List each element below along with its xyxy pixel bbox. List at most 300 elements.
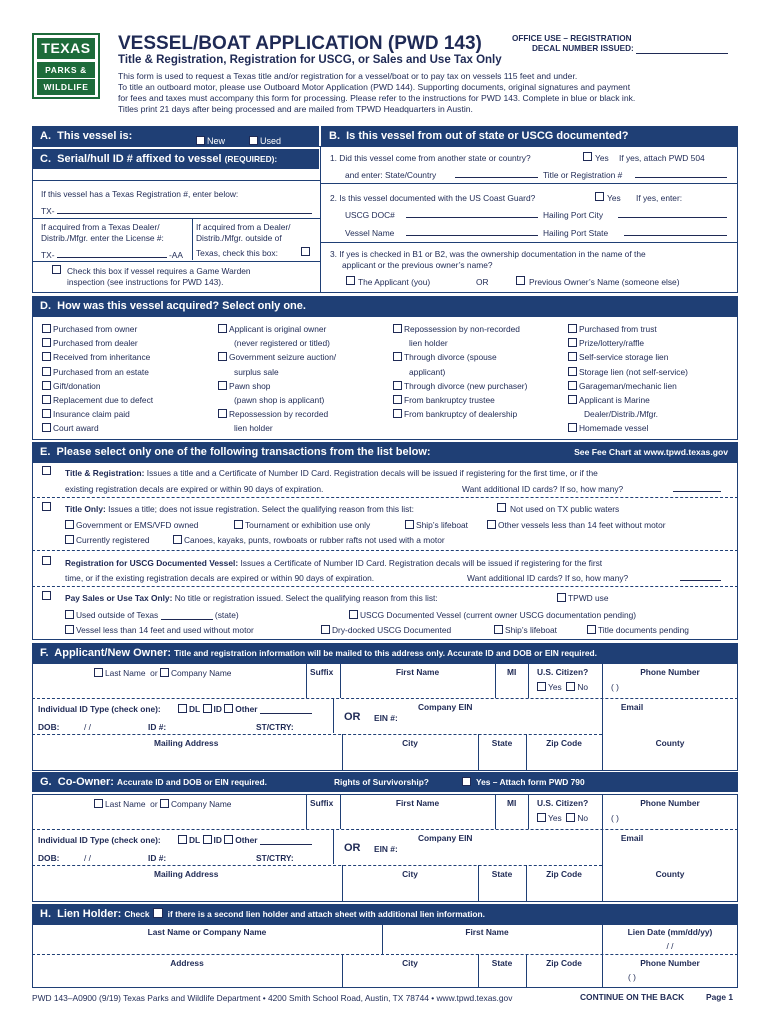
office-use — [512, 34, 728, 54]
acquisition-option[interactable] — [568, 324, 657, 334]
uscg-pending-label: USCG Documented Vessel (current owner USCG documentation pending) — [360, 610, 637, 620]
mailing-label: Mailing Address — [154, 738, 219, 748]
acquisition-option[interactable] — [42, 338, 138, 348]
uscg-registration-checkbox[interactable] — [42, 556, 51, 565]
b1-instruction: If yes, attach PWD 504 — [619, 153, 705, 163]
reg-instruction: If this vessel has a Texas Registration #, enter below: — [41, 189, 239, 199]
section-b-letter: B. — [329, 130, 340, 142]
fee-chart-note: See Fee Chart at www.tpwd.texas.gov — [574, 447, 728, 457]
acquisition-label: applicant) — [409, 366, 446, 377]
acquisition-option — [218, 367, 279, 377]
gov-owned-label: Government or EMS/VFD owned — [76, 520, 199, 530]
acquisition-checkbox[interactable] — [568, 324, 577, 333]
acquisition-label: Garageman/mechanic lien — [579, 380, 677, 391]
acquisition-option — [393, 367, 445, 377]
acquisition-option[interactable] — [393, 352, 497, 362]
company-ein-label: Company EIN — [418, 833, 473, 843]
applicant-label: The Applicant (you) — [358, 277, 431, 287]
zip-label: Zip Code — [546, 738, 582, 748]
t1-desc2: existing registration decals are expired or within 90 days of expiration. — [65, 484, 324, 494]
other-label: Other — [235, 835, 258, 845]
lien-phone-label: Phone Number — [640, 958, 700, 968]
acquisition-checkbox[interactable] — [568, 367, 577, 376]
lien-note: if there is a second lien holder and attach sheet with additional lien information. — [167, 909, 485, 919]
id-label: ID — [213, 835, 222, 845]
city-label: City — [402, 738, 418, 748]
tax-only-label: Pay Sales or Use Tax Only: — [65, 593, 173, 603]
citizen-yes-checkbox[interactable] — [537, 682, 546, 691]
acquisition-option[interactable] — [568, 352, 668, 362]
acquisition-label: Homemade vessel — [579, 423, 649, 434]
outside-state-field[interactable] — [161, 611, 213, 620]
lien-date-label: Lien Date (mm/dd/yy) — [627, 927, 713, 937]
acquisition-checkbox[interactable] — [42, 352, 51, 361]
section-e-title: Please select only one of the following transactions from the list below: — [56, 446, 431, 458]
dob-field[interactable]: / / — [84, 722, 91, 732]
state-label: State — [491, 869, 513, 879]
section-d-box — [32, 316, 738, 440]
acquisition-label: From bankruptcy of dealership — [404, 409, 518, 420]
acquisition-option[interactable] — [42, 395, 153, 405]
acquisition-label: Applicant is original owner — [229, 324, 327, 334]
new-label: New — [207, 136, 226, 146]
company-label: Company Name — [170, 668, 232, 678]
citizen-no-checkbox[interactable] — [566, 682, 575, 691]
currently-registered-checkbox[interactable] — [65, 535, 74, 544]
acquisition-label: Purchased from owner — [53, 324, 138, 334]
acquisition-option — [218, 395, 324, 405]
intro-line: This form is used to request a Texas title and/or registration for a vessel/boat or to pay tax on vessels 115 feet and under. — [118, 71, 578, 81]
dl-label: DL — [189, 704, 201, 714]
other-checkbox[interactable] — [224, 704, 233, 713]
citizen-label: U.S. Citizen? — [537, 667, 589, 677]
id-label: ID — [213, 704, 222, 714]
suffix-label: Suffix — [310, 798, 334, 808]
currently-registered-label: Currently registered — [76, 535, 150, 545]
acquisition-label: Through divorce (spouse — [404, 352, 497, 363]
acquisition-option[interactable] — [393, 395, 495, 405]
section-c-title: Serial/hull ID # affixed to vessel — [57, 153, 222, 165]
title-only-checkbox[interactable] — [42, 502, 51, 511]
section-f-letter: F. — [40, 647, 49, 659]
citizen-yes-label: Yes — [548, 682, 562, 692]
ship-lifeboat-label: Ship’s lifeboat — [505, 625, 557, 635]
first-name-label: First Name — [395, 798, 440, 808]
last-name-checkbox[interactable] — [94, 799, 103, 808]
uscg-doc-label: USCG DOC# — [345, 210, 395, 220]
used-label: Used — [260, 136, 282, 146]
acquisition-checkbox[interactable] — [42, 381, 51, 390]
citizen-no-label: No — [577, 682, 589, 692]
acquisition-label: Gift/donation — [53, 380, 101, 391]
state-country-field[interactable] — [455, 169, 538, 178]
citizen-label: U.S. Citizen? — [537, 798, 589, 808]
section-d-title: How was this vessel acquired? Select only one. — [57, 300, 306, 312]
acquisition-option[interactable] — [218, 324, 326, 334]
acquisition-checkbox[interactable] — [393, 352, 402, 361]
acquisition-checkbox[interactable] — [568, 338, 577, 347]
warden-text-2: inspection (see instructions for PWD 143). — [67, 277, 224, 287]
section-a-title: This vessel is: — [57, 130, 133, 142]
lien-address-label: Address — [170, 958, 204, 968]
section-a-header — [32, 126, 319, 146]
used-outside-tx-checkbox[interactable] — [65, 610, 74, 619]
id-type-label: Individual ID Type (check one): — [38, 704, 161, 714]
city-label: City — [402, 869, 418, 879]
acquisition-option[interactable] — [393, 381, 527, 391]
acquisition-option[interactable] — [393, 324, 520, 334]
company-label: Company Name — [170, 799, 232, 809]
intro-line: Titles print 21 days after being processed and are mailed from TPWD Headquarters in Austin. — [118, 104, 473, 114]
title-reg-label: Title or Registration # — [543, 170, 623, 180]
title-pending-checkbox[interactable] — [587, 625, 596, 634]
section-d-header — [32, 296, 738, 316]
email-label: Email — [620, 702, 644, 712]
t3-idcards: Want additional ID cards? If so, how many? — [467, 573, 629, 583]
dob-label: DOB: — [38, 722, 60, 732]
survivorship-yes-label: Yes – Attach form PWD 790 — [476, 777, 585, 787]
dob-field[interactable]: / / — [84, 853, 91, 863]
vessel-name-label: Vessel Name — [345, 228, 395, 238]
acquisition-checkbox[interactable] — [218, 409, 227, 418]
tournament-label: Tournament or exhibition use only — [245, 520, 371, 530]
uscg-doc-field[interactable] — [406, 209, 538, 218]
t1-desc: Issues a title and a Certificate of Number ID Card. Registration decals will be issued if registering for the first time, or if the — [146, 468, 598, 478]
or-label: or — [150, 668, 158, 678]
citizen-yes-label: Yes — [548, 813, 562, 823]
acquisition-checkbox[interactable] — [393, 409, 402, 418]
hailing-state-label: Hailing Port State — [543, 228, 609, 238]
company-checkbox[interactable] — [160, 799, 169, 808]
outside-dealer-checkbox[interactable] — [301, 247, 310, 256]
other-checkbox[interactable] — [224, 835, 233, 844]
acquisition-option[interactable] — [568, 367, 688, 377]
email-label: Email — [620, 833, 644, 843]
form-title: VESSEL/BOAT APPLICATION (PWD 143) — [118, 33, 482, 54]
t3-desc2: time, or if the existing registration decals are expired or within 90 days of expiration. — [65, 573, 375, 583]
last-name-label: Last Name — [105, 668, 146, 678]
acquisition-checkbox[interactable] — [42, 367, 51, 376]
phone-field[interactable]: ( ) — [611, 682, 619, 692]
acquisition-checkbox[interactable] — [393, 395, 402, 404]
title-reg-field[interactable] — [635, 169, 727, 178]
id-number-label: ID #: — [148, 722, 167, 732]
acquisition-option — [393, 338, 448, 348]
logo-line1: TEXAS — [37, 38, 95, 59]
decal-number-field[interactable] — [636, 45, 728, 54]
lien-phone-field[interactable]: ( ) — [628, 972, 636, 982]
section-h-header — [32, 904, 738, 924]
b2-instruction: If yes, enter: — [636, 193, 683, 203]
section-b-header — [321, 126, 738, 146]
acquisition-checkbox[interactable] — [42, 409, 51, 418]
b2-yes-checkbox[interactable] — [595, 192, 604, 201]
new-checkbox[interactable] — [196, 136, 205, 145]
outside-dealer-3: Texas, check this box: — [196, 248, 278, 258]
acquisition-option[interactable] — [42, 324, 137, 334]
acquisition-checkbox[interactable] — [42, 324, 51, 333]
first-name-label: First Name — [395, 667, 440, 677]
mi-label: MI — [507, 667, 517, 677]
acquisition-label: Received from inheritance — [53, 352, 151, 363]
acquisition-label: Pawn shop — [229, 380, 271, 391]
b2-yes-label: Yes — [607, 193, 621, 203]
uscg-pending-checkbox[interactable] — [349, 610, 358, 619]
acquisition-checkbox[interactable] — [568, 423, 577, 432]
t3-idcards-field[interactable] — [680, 572, 721, 581]
acquisition-option[interactable] — [568, 381, 677, 391]
lifeboat-checkbox[interactable] — [405, 520, 414, 529]
state-paren-label: (state) — [214, 610, 239, 620]
acquisition-label: Court award — [53, 423, 99, 434]
acquisition-label: Applicant is Marine — [579, 395, 650, 405]
vessel-name-field[interactable] — [406, 227, 538, 236]
acquisition-option[interactable] — [568, 338, 644, 348]
ein-label: EIN #: — [374, 713, 398, 723]
license-prefix: TX- — [41, 250, 55, 260]
section-g-title: Co-Owner: — [57, 776, 114, 788]
warden-checkbox[interactable] — [52, 265, 61, 274]
acquisition-checkbox[interactable] — [393, 381, 402, 390]
mailing-label: Mailing Address — [154, 869, 219, 879]
intro-text — [118, 71, 738, 115]
citizen-no-checkbox[interactable] — [566, 813, 575, 822]
t4-desc: No title or registration issued. Select the qualifying reason from this list: — [174, 593, 438, 603]
b-question-1: 1. Did this vessel come from another state or country? — [330, 153, 531, 163]
b-question-3b: applicant or the previous owner’s name? — [342, 260, 493, 270]
dealer-instruction-1: If acquired from a Texas Dealer/ — [41, 222, 160, 232]
dry-docked-label: Dry-docked USCG Documented — [332, 625, 452, 635]
dry-docked-checkbox[interactable] — [321, 625, 330, 634]
lien-check-label: Check — [124, 909, 150, 919]
acquisition-label: Government seizure auction/ — [229, 352, 337, 363]
other-vessels-label: Other vessels less than 14 feet without motor — [498, 520, 666, 530]
t1-idcards-field[interactable] — [673, 483, 721, 492]
section-e-header — [32, 442, 738, 462]
license-suffix: -AA — [169, 250, 183, 260]
tx-prefix: TX- — [41, 206, 55, 216]
b-question-2: 2. Is this vessel documented with the US Coast Guard? — [330, 193, 536, 203]
not-used-tx-checkbox[interactable] — [497, 503, 506, 512]
section-b-title: Is this vessel from out of state or USCG documented? — [346, 130, 629, 142]
second-lien-checkbox[interactable] — [153, 908, 163, 918]
other-label: Other — [235, 704, 258, 714]
state-country-label: and enter: State/Country — [345, 170, 437, 180]
acquisition-label: (never registered or titled) — [234, 338, 330, 349]
acquisition-label: surplus sale — [234, 366, 279, 377]
acquisition-option[interactable] — [568, 423, 648, 433]
section-d-letter: D. — [40, 300, 51, 312]
acquisition-checkbox[interactable] — [568, 395, 577, 404]
lien-date-field[interactable]: / / — [666, 941, 674, 951]
title-registration-checkbox[interactable] — [42, 466, 51, 475]
office-line2: DECAL NUMBER ISSUED: — [532, 43, 634, 53]
section-c-letter: C. — [40, 153, 51, 165]
or-divider: OR — [344, 711, 361, 723]
acquisition-checkbox[interactable] — [42, 423, 51, 432]
vessel-lt14-label: Vessel less than 14 feet and used without motor — [76, 625, 254, 635]
suffix-label: Suffix — [310, 667, 334, 677]
t3-desc: Issues a Certificate of Number ID Card. Registration decals will be issued if registering for the first — [240, 558, 603, 568]
citizen-no-label: No — [577, 813, 589, 823]
section-g-note: Accurate ID and DOB or EIN required. — [117, 777, 267, 787]
citizen-yes-checkbox[interactable] — [537, 813, 546, 822]
or-divider: OR — [344, 842, 361, 854]
acquisition-checkbox[interactable] — [42, 395, 51, 404]
intro-line: for fees and taxes must accompany this form for processing. Please refer to the instructions for PWD 143. Complete in blue or black ink. — [118, 93, 636, 103]
b-question-3a: 3. If yes is checked in B1 or B2, was the ownership documentation in the name of the — [330, 249, 646, 259]
acquisition-label: From bankruptcy trustee — [404, 395, 495, 405]
acquisition-label: lien holder — [234, 423, 273, 434]
not-used-tx-label: Not used on TX public waters — [510, 504, 620, 514]
st-ctry-label: ST/CTRY: — [256, 722, 294, 732]
phone-field[interactable]: ( ) — [611, 813, 619, 823]
st-ctry-label: ST/CTRY: — [256, 853, 294, 863]
acquisition-label: Storage lien (not self-service) — [579, 366, 688, 377]
acquisition-option[interactable] — [42, 352, 150, 362]
tpwd-use-label: TPWD use — [568, 593, 609, 603]
section-a-letter: A. — [40, 130, 51, 142]
acquisition-option[interactable] — [218, 409, 328, 419]
acquisition-checkbox[interactable] — [393, 324, 402, 333]
company-checkbox[interactable] — [160, 668, 169, 677]
b1-yes-label: Yes — [595, 153, 609, 163]
tpwd-logo — [32, 33, 100, 99]
hailing-city-field[interactable] — [618, 209, 727, 218]
dl-checkbox[interactable] — [178, 835, 187, 844]
section-f-title: Applicant/New Owner: — [54, 647, 172, 659]
office-line1: OFFICE USE – REGISTRATION — [512, 34, 632, 43]
survivorship-checkbox[interactable] — [462, 777, 471, 786]
acquisition-option[interactable] — [42, 367, 149, 377]
form-subtitle: Title & Registration, Registration for USCG, or Sales and Use Tax Only — [118, 54, 502, 66]
lien-zip-label: Zip Code — [546, 958, 582, 968]
dealer-license-field[interactable] — [57, 249, 167, 258]
acquisition-label: Dealer/Distrib./Mfgr. — [584, 409, 658, 420]
acquisition-option[interactable] — [42, 423, 99, 433]
hailing-state-field[interactable] — [624, 227, 727, 236]
acquisition-checkbox[interactable] — [42, 338, 51, 347]
lien-city-label: City — [402, 958, 418, 968]
warden-text-1: Check this box if vessel requires a Game Warden — [67, 266, 251, 276]
acquisition-checkbox[interactable] — [568, 381, 577, 390]
acquisition-option — [568, 409, 658, 419]
section-f-header — [32, 643, 738, 663]
previous-owner-checkbox[interactable] — [516, 276, 525, 285]
acquisition-option[interactable] — [42, 409, 130, 419]
acquisition-label: Purchased from an estate — [53, 366, 149, 377]
id-checkbox[interactable] — [203, 704, 212, 713]
acquisition-label: Replacement due to defect — [53, 395, 154, 405]
last-name-label: Last Name — [105, 799, 146, 809]
id-checkbox[interactable] — [203, 835, 212, 844]
tournament-checkbox[interactable] — [234, 520, 243, 529]
title-pending-label: Title documents pending — [598, 625, 689, 635]
acquisition-label: Repossession by recorded — [229, 409, 329, 420]
t2-desc: Issues a title; does not issue registration. Select the qualifying reason from this list: — [108, 504, 414, 514]
acquisition-option[interactable] — [218, 352, 336, 362]
acquisition-label: Through divorce (new purchaser) — [404, 380, 528, 391]
outside-dealer-2: Distrib./Mfgr. outside of — [196, 233, 282, 243]
zip-label: Zip Code — [546, 869, 582, 879]
logo-line2: PARKS & — [37, 62, 95, 78]
acquisition-checkbox[interactable] — [218, 381, 227, 390]
section-g-header — [32, 772, 738, 792]
company-ein-label: Company EIN — [418, 702, 473, 712]
section-h-letter: H. — [40, 908, 51, 920]
logo-line3: WILDLIFE — [37, 79, 95, 95]
or-label: OR — [476, 277, 489, 287]
acquisition-option[interactable] — [568, 395, 650, 405]
other-vessels-checkbox[interactable] — [487, 520, 496, 529]
id-type-label: Individual ID Type (check one): — [38, 835, 161, 845]
hailing-city-label: Hailing Port City — [543, 210, 604, 220]
dl-label: DL — [189, 835, 201, 845]
outside-dealer-1: If acquired from a Dealer/ — [196, 222, 291, 232]
county-label: County — [655, 869, 685, 879]
acquisition-checkbox[interactable] — [218, 352, 227, 361]
tax-only-checkbox[interactable] — [42, 591, 51, 600]
other-field[interactable] — [260, 836, 312, 845]
used-outside-tx-label: Used outside of Texas — [76, 610, 159, 620]
phone-label: Phone Number — [640, 798, 700, 808]
dl-checkbox[interactable] — [178, 704, 187, 713]
continue-note: CONTINUE ON THE BACK — [580, 992, 685, 1002]
lifeboat-label: Ship’s lifeboat — [416, 520, 468, 530]
used-checkbox[interactable] — [249, 136, 258, 145]
canoes-checkbox[interactable] — [173, 535, 182, 544]
acquisition-option — [218, 338, 330, 348]
acquisition-label: Repossession by non-recorded — [404, 324, 520, 334]
ein-label: EIN #: — [374, 844, 398, 854]
mi-label: MI — [507, 798, 517, 808]
last-name-checkbox[interactable] — [94, 668, 103, 677]
acquisition-option[interactable] — [393, 409, 517, 419]
page-number: Page 1 — [706, 992, 734, 1002]
acquisition-option[interactable] — [218, 381, 270, 391]
lien-state-label: State — [491, 958, 513, 968]
vessel-lt14-checkbox[interactable] — [65, 625, 74, 634]
acquisition-checkbox[interactable] — [218, 324, 227, 333]
other-field[interactable] — [260, 705, 312, 714]
title-only-label: Title Only: — [65, 504, 106, 514]
dealer-instruction-2: Distrib./Mfgr. enter the License #: — [41, 233, 164, 243]
survivorship-label: Rights of Survivorship? — [334, 777, 429, 787]
ship-lifeboat-checkbox[interactable] — [494, 625, 503, 634]
tx-registration-field[interactable] — [57, 205, 312, 214]
tpwd-use-checkbox[interactable] — [557, 593, 566, 602]
acquisition-label: Purchased from dealer — [53, 338, 138, 349]
footer-info: PWD 143–A0900 (9/19) Texas Parks and Wildlife Department • 4200 Smith School Road, Austin, TX 78744 • www.tpwd.texas.gov — [32, 993, 513, 1003]
acquisition-label: Self-service storage lien — [579, 352, 669, 363]
acquisition-option[interactable] — [42, 381, 101, 391]
t1-idcards: Want additional ID cards? If so, how many? — [462, 484, 624, 494]
gov-owned-checkbox[interactable] — [65, 520, 74, 529]
dob-label: DOB: — [38, 853, 60, 863]
section-g-letter: G. — [40, 776, 52, 788]
b1-yes-checkbox[interactable] — [583, 152, 592, 161]
state-label: State — [491, 738, 513, 748]
uscg-registration-label: Registration for USCG Documented Vessel: — [65, 558, 239, 568]
applicant-checkbox[interactable] — [346, 276, 355, 285]
section-f-note: Title and registration information will be mailed to this address only. Accurate ID and DOB or EIN required. — [174, 648, 597, 658]
section-e-letter: E. — [40, 446, 51, 458]
section-h-title: Lien Holder: — [57, 908, 122, 920]
or-label: or — [150, 799, 158, 809]
previous-owner-label: Previous Owner’s Name (someone else) — [529, 277, 680, 287]
acquisition-checkbox[interactable] — [568, 352, 577, 361]
county-label: County — [655, 738, 685, 748]
